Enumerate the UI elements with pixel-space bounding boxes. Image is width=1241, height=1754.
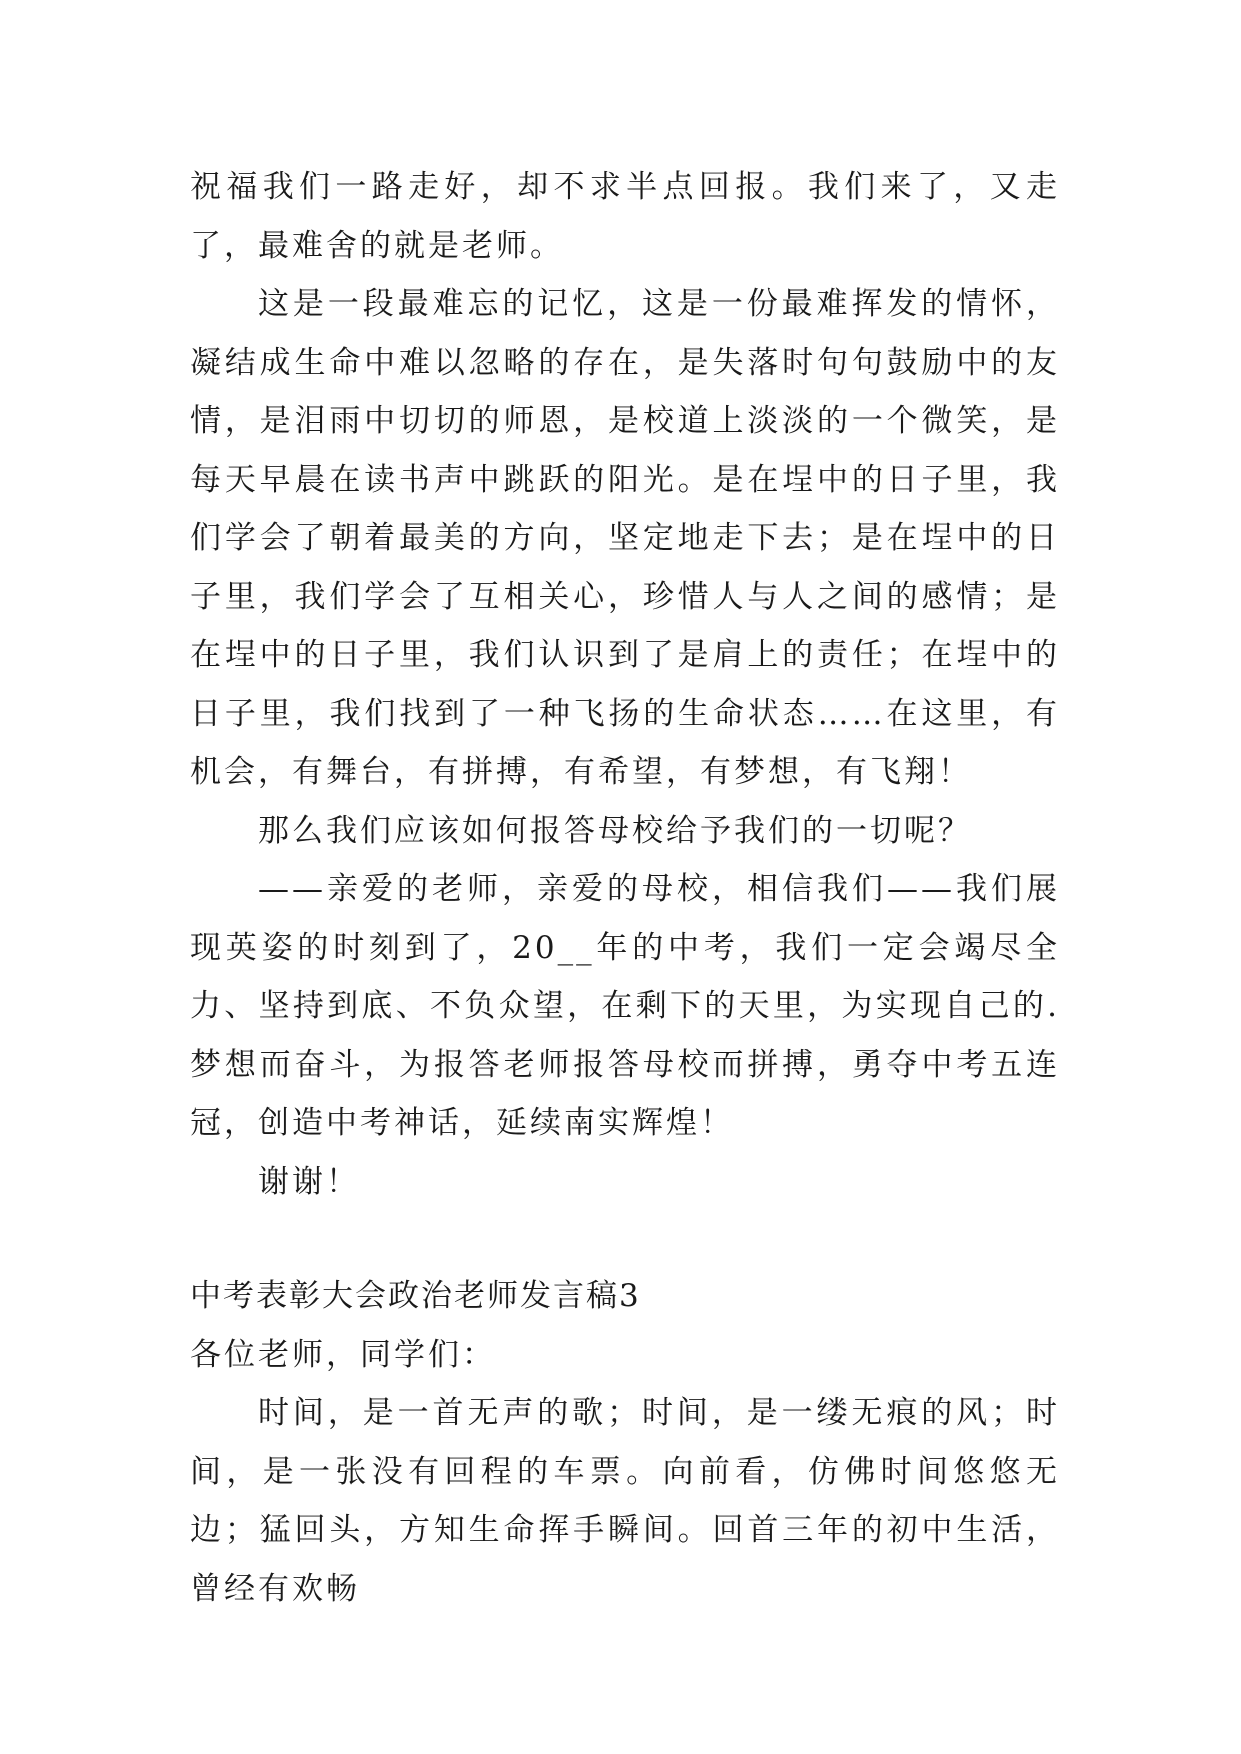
paragraph-memory: 这是一段最难忘的记忆，这是一份最难挥发的情怀，凝结成生命中难以忽略的存在，是失落时句句鼓励中的友情，是泪雨中切切的师恩，是校道上淡淡的一个微笑，是每天早晨在读书声中跳跃的阳光。是在埕中的日子里，我们学会了朝着最美的方向，坚定地走下去；是在埕中的日子里，我们学会了互相关心，珍惜人与人之间的感情；是在埕中的日子里，我们认识到了是肩上的责任；在埕中的日子里，我们找到了一种飞扬的生命状态……在这里，有机会，有舞台，有拼搏，有希望，有梦想，有飞翔！ — [190, 286, 1060, 790]
paragraph-pledge: ——亲爱的老师，亲爱的母校，相信我们——我们展现英姿的时刻到了，20__年的中考，我们一定会竭尽全力、坚持到底、不负众望，在剩下的天里，为实现自己的.梦想而奋斗，为报答老师报答母校而拼搏，勇夺中考五连冠，创造中考神话，延续南实辉煌！ — [190, 871, 1060, 1141]
section-title: 中考表彰大会政治老师发言稿3 — [190, 1278, 641, 1314]
greeting: 各位老师，同学们： — [190, 1336, 496, 1373]
paragraph-time: 时间，是一首无声的歌；时间，是一缕无痕的风；时间，是一张没有回程的车票。向前看，仿佛时间悠悠无边；猛回头，方知生命挥手瞬间。回首三年的初中生活，曾经有欢畅 — [190, 1395, 1060, 1607]
paragraph-thanks: 谢谢！ — [258, 1163, 360, 1200]
paragraph-continuation: 祝福我们一路走好，却不求半点回报。我们来了，又走了，最难舍的就是老师。 — [190, 169, 1060, 264]
section-gap — [190, 1211, 1060, 1267]
paragraph-question: 那么我们应该如何报答母校给予我们的一切呢？ — [258, 812, 972, 849]
document-body — [190, 158, 1060, 1618]
